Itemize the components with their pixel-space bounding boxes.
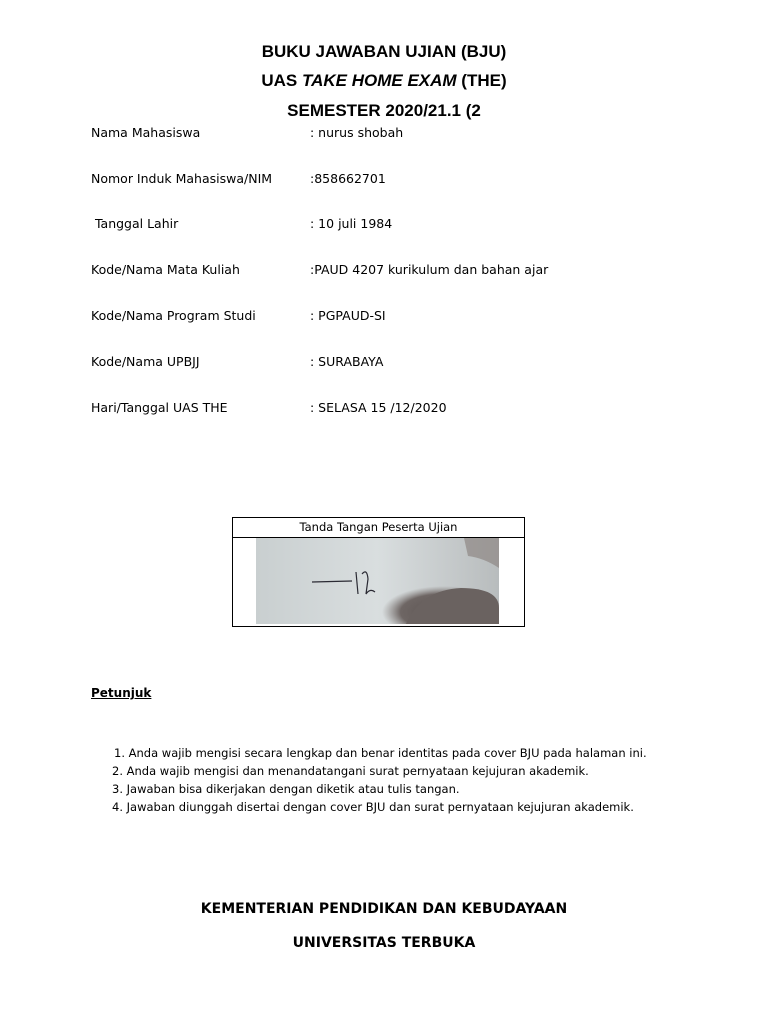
- subtitle-italic: TAKE HOME EXAM: [302, 71, 457, 90]
- instruction-item: 3. Jawaban bisa dikerjakan dengan diketik atau tulis tangan.: [112, 782, 460, 796]
- identity-label: Hari/Tanggal UAS THE: [91, 400, 228, 415]
- identity-value: :PAUD 4207 kurikulum dan bahan ajar: [310, 262, 549, 277]
- identity-label: Nomor Induk Mahasiswa/NIM: [91, 171, 273, 186]
- identity-label: Kode/Nama Program Studi: [91, 308, 256, 323]
- instruction-item: 2. Anda wajib mengisi dan menandatangani surat pernyataan kejujuran akademik.: [112, 764, 589, 778]
- subtitle-prefix: UAS: [261, 71, 302, 90]
- instruction-item: 1. Anda wajib mengisi secara lengkap dan benar identitas pada cover BJU pada halaman ini.: [114, 746, 647, 760]
- identity-value: : SURABAYA: [310, 354, 384, 369]
- identity-value: : SELASA 15 /12/2020: [310, 400, 447, 415]
- signature-heading: Tanda Tangan Peserta Ujian: [233, 518, 524, 538]
- subtitle-suffix: (THE): [456, 71, 507, 90]
- identity-value: : 10 juli 1984: [310, 216, 393, 231]
- identity-label: Tanggal Lahir: [91, 216, 179, 231]
- identity-label: Nama Mahasiswa: [91, 125, 201, 140]
- doc-title: BUKU JAWABAN UJIAN (BJU): [261, 42, 507, 61]
- signature-box: [232, 517, 525, 627]
- doc-subtitle: [0, 71, 768, 91]
- identity-label: Kode/Nama Mata Kuliah: [91, 262, 240, 277]
- signature-photo: [256, 538, 499, 624]
- instructions-heading: Petunjuk: [91, 686, 152, 700]
- doc-semester: SEMESTER 2020/21.1 (2: [287, 101, 481, 120]
- instruction-item: 4. Jawaban diunggah disertai dengan cover BJU dan surat pernyataan kejujuran akademik.: [112, 800, 634, 814]
- ministry-name: KEMENTERIAN PENDIDIKAN DAN KEBUDAYAAN: [200, 901, 568, 917]
- university-name: UNIVERSITAS TERBUKA: [292, 935, 476, 951]
- identity-label: Kode/Nama UPBJJ: [91, 354, 200, 369]
- identity-value: : nurus shobah: [310, 125, 404, 140]
- identity-value: : PGPAUD-SI: [310, 308, 386, 323]
- identity-value: :858662701: [310, 171, 386, 186]
